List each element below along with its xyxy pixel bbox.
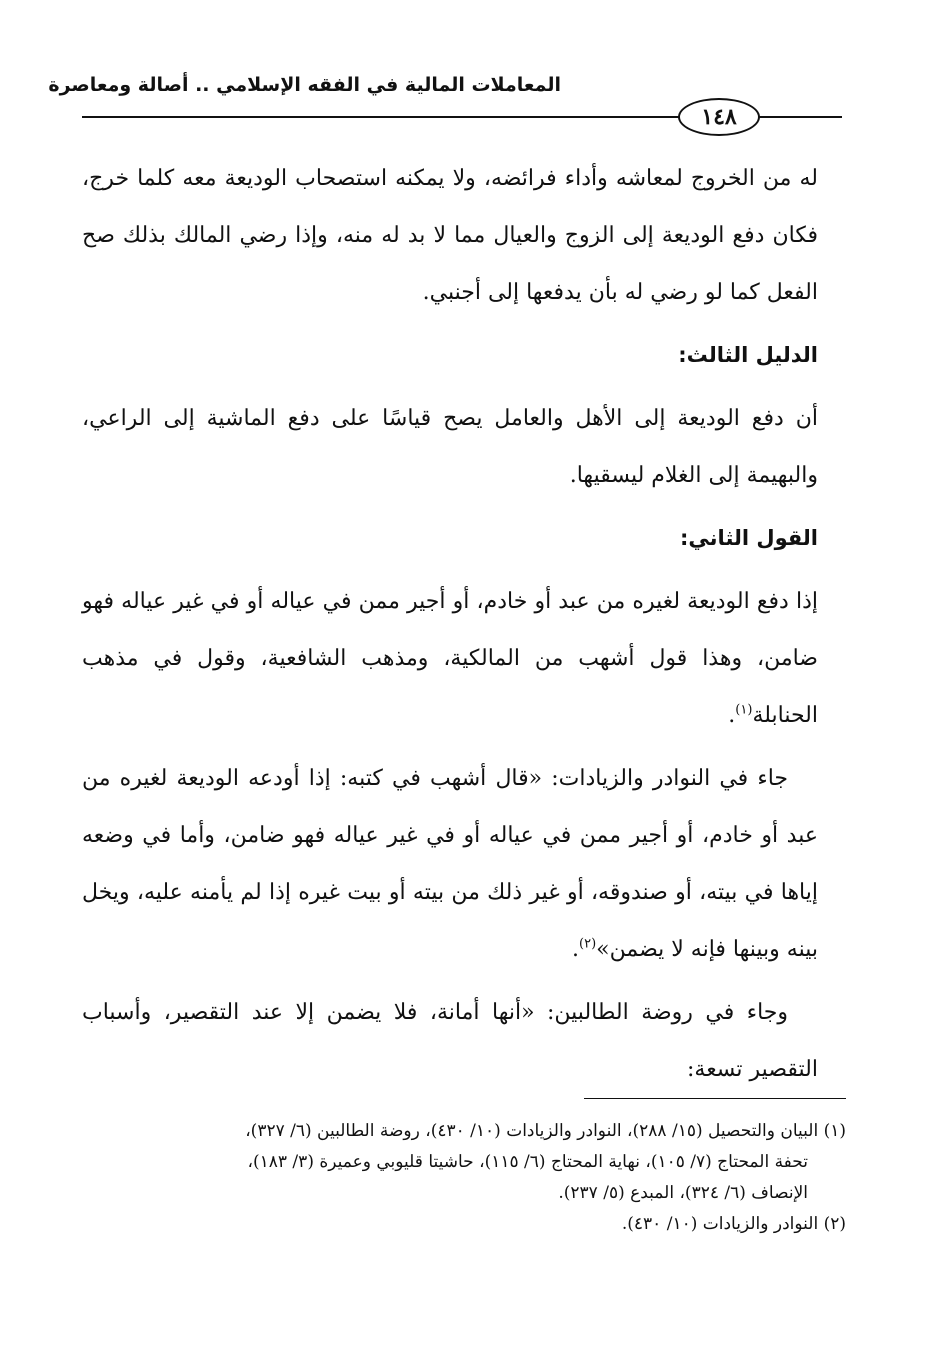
footnotes [82,1116,846,1240]
paragraph-5: وجاء في روضة الطالبين: «أنها أمانة، فلا يضمن إلا عند التقصير، وأسباب التقصير تسعة: [82,1000,818,1082]
paragraph-4-end: . [572,937,579,962]
paragraph-3-text: إذا دفع الوديعة لغيره من عبد أو خادم، أو أجير ممن في عياله أو في غير عياله فهو ضامن، وهذا قول أشهب من المالكية، ومذهب الشافعية، وقول في مذهب الحنابلة [82,589,818,728]
page-number: ١٤٨ [678,98,760,136]
footnote-rule [584,1098,846,1099]
footnote-ref-2: (٢) [579,936,597,952]
footnote-2: (٢) النوادر والزيادات (١٠/ ٤٣٠). [621,1214,846,1234]
main-text [82,150,818,1104]
paragraph-4-text: جاء في النوادر والزيادات: «قال أشهب في كتبه: إذا أودعه الوديعة لغيره من عبد أو خادم، أو أجير ممن في عياله أو في غير عياله فهو ضامن، وأما في وضعه إياها في بيته، أو صندوقه، أو غير ذلك من بيته أو بيت غيره إذا لم يأمنه عليه، ويخل بينه وبينها فإنه لا يضمن» [82,766,818,962]
paragraph-3 [82,573,818,744]
running-title: المعاملات المالية في الفقه الإسلامي .. أصالة ومعاصرة [48,74,561,96]
paragraph-4 [82,750,818,978]
heading-third-proof: الدليل الثالث: [678,343,818,367]
footnote-ref-1: (١) [735,702,753,718]
footnote-1-line-1: (١) البيان والتحصيل (١٥/ ٢٨٨)، النوادر والزيادات (١٠/ ٤٣٠)، روضة الطالبين (٦/ ٣٢٧)، [245,1121,846,1141]
paragraph-3-end: . [728,703,736,728]
heading-second-opinion: القول الثاني: [680,526,818,550]
footnote-1-line-3: الإنصاف (٦/ ٣٢٤)، المبدع (٥/ ٢٣٧). [558,1183,808,1203]
paragraph-2: أن دفع الوديعة إلى الأهل والعامل يصح قياسًا على دفع الماشية إلى الراعي، والبهيمة إلى الغلام ليسقيها. [82,406,818,488]
paragraph-1: له من الخروج لمعاشه وأداء فرائضه، ولا يمكنه استصحاب الوديعة معه كلما خرج، فكان دفع الوديعة إلى الزوج والعيال مما لا بد له منه، وإذا رضي المالك بذلك صح الفعل كما لو رضي له بأن يدفعها إلى أجنبي. [82,166,818,305]
footnote-1-line-2: تحفة المحتاج (٧/ ١٠٥)، نهاية المحتاج (٦/ ١١٥)، حاشيتا قليوبي وعميرة (٣/ ١٨٣)، [247,1152,808,1172]
